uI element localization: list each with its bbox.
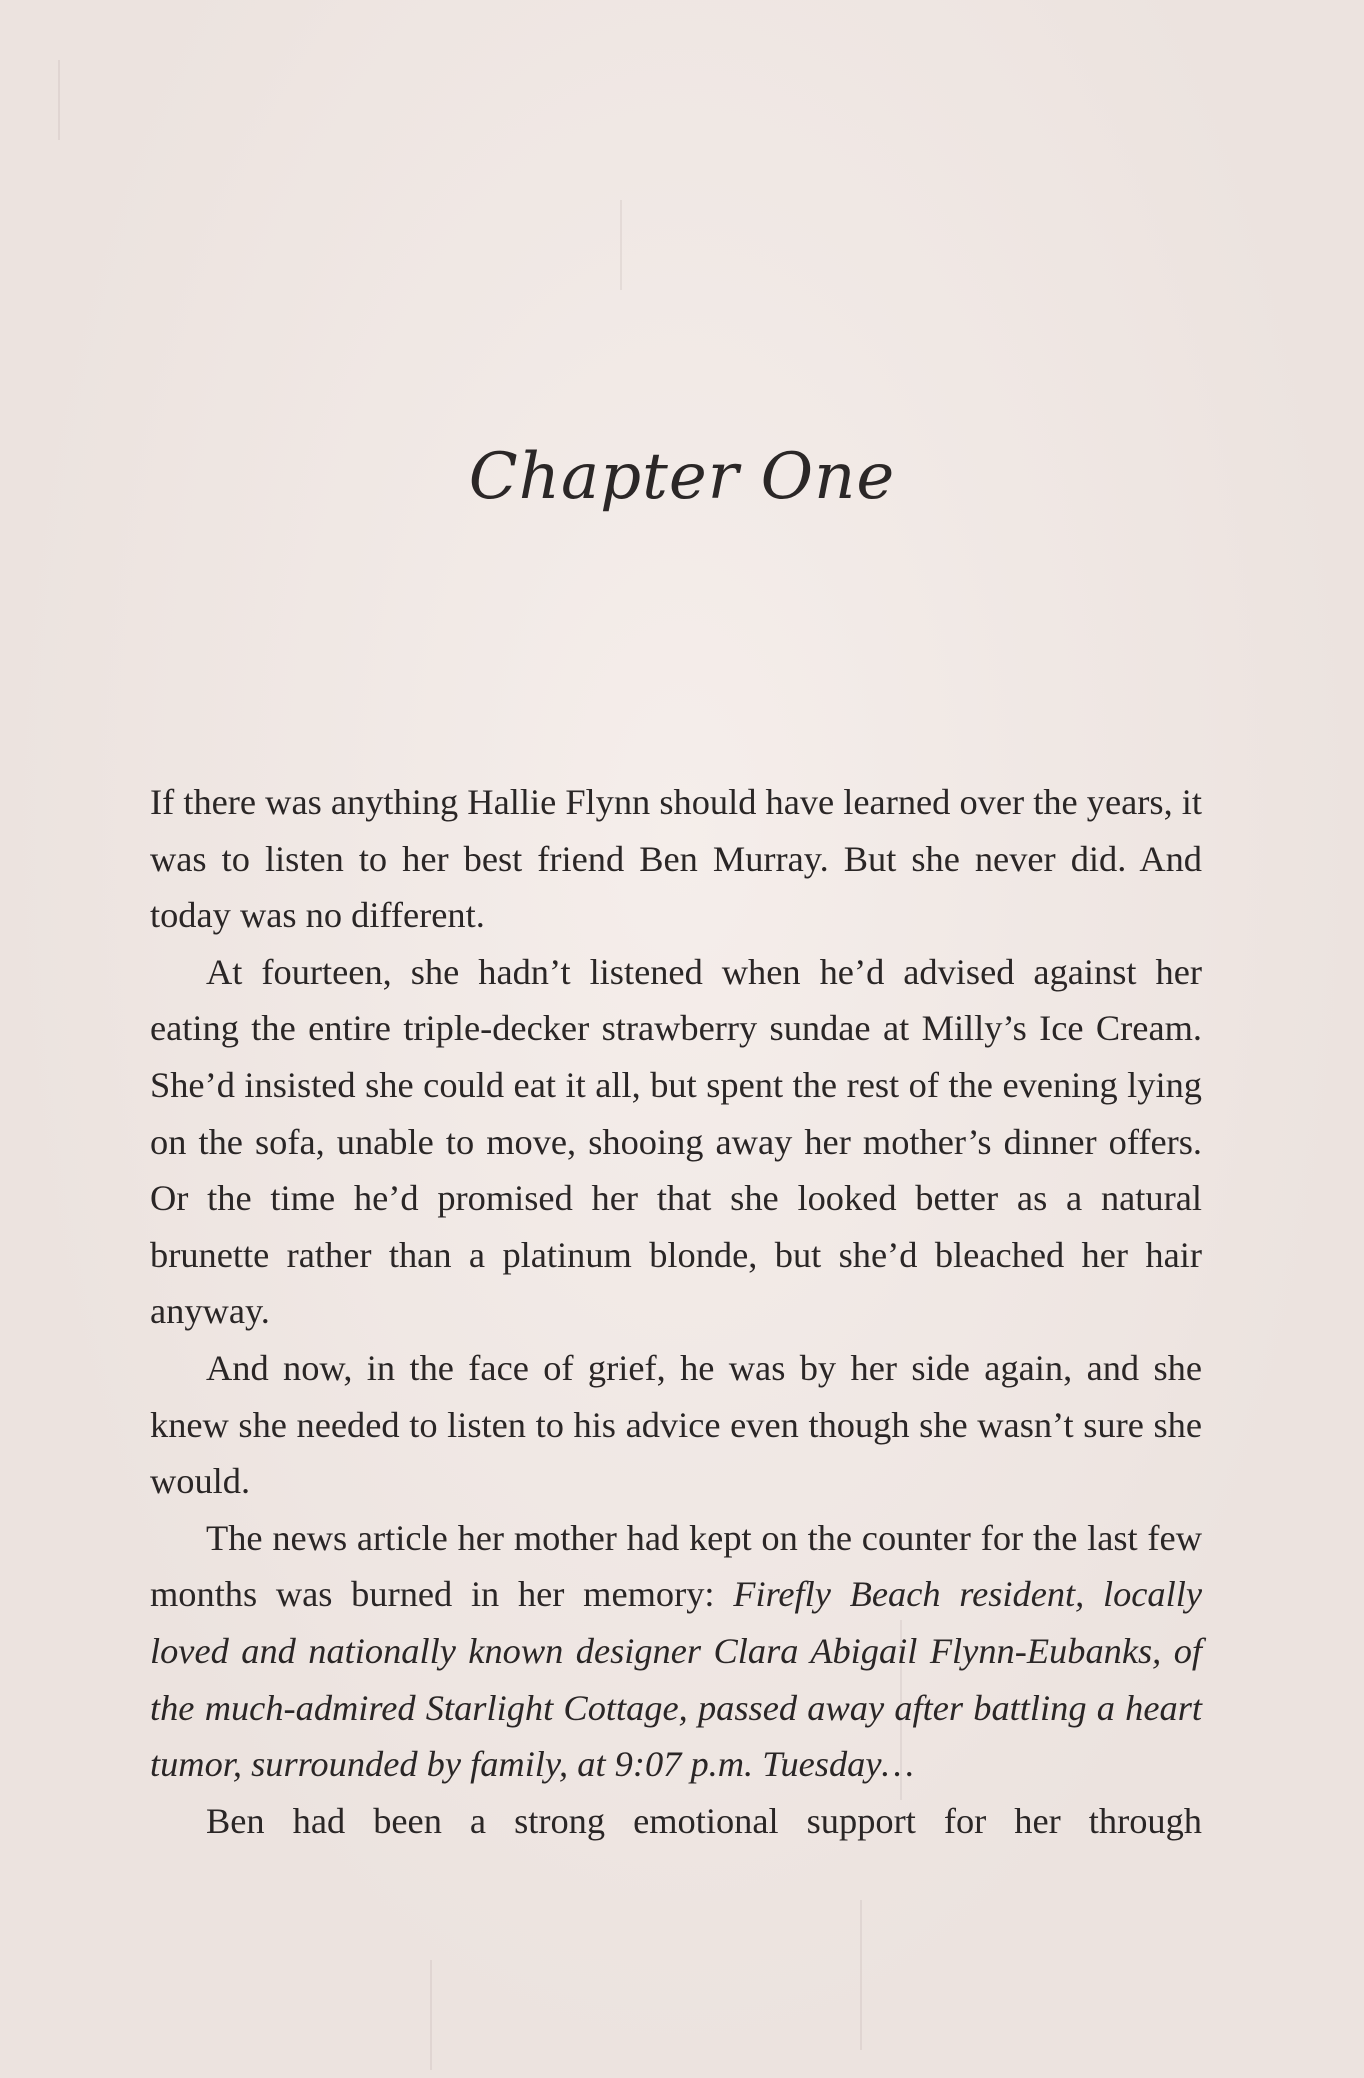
chapter-title: Chapter One: [468, 440, 896, 514]
paragraph-text: The news article her mother had kept on the counter for the last few months was burned in her memory:: [150, 1517, 1202, 1615]
paragraph: Ben had been a strong emotional support for her through: [206, 1800, 1202, 1841]
paragraph: At fourteen, she hadn’t listened when he’d advised against her eating the entire triple-decker strawberry sundae at Milly’s Ice Cream. She’d insisted she could eat it all, but spent the rest of the evening lying on the sofa, unable to move, shooing away her mother’s dinner offers. Or the time he’d promised her that she looked better as a natural brunette rather than a platinum blonde, but she’d bleached her hair anyway.: [150, 951, 1202, 1332]
paragraph: [150, 1510, 1202, 1793]
page-scuff-mark: [430, 1960, 432, 2070]
page-scuff-mark: [58, 60, 60, 140]
page-scuff-mark: [860, 1900, 862, 2050]
paragraph: And now, in the face of grief, he was by her side again, and she knew she needed to listen to his advice even though she wasn’t sure she would.: [150, 1347, 1202, 1502]
page-scuff-mark: [620, 200, 622, 290]
news-article-quote: Firefly Beach resident, locally loved and nationally known designer Clara Abigail Flynn-Eubanks, of the much-admired Starlight Cottage, passed away after battling a heart tumor, surrounded by family, at 9:07 p.m. Tuesday…: [150, 1574, 1202, 1785]
chapter-body: [150, 774, 1202, 1849]
paragraph: If there was anything Hallie Flynn should have learned over the years, it was to listen to her best friend Ben Murray. But she never did. And today was no different.: [150, 782, 1202, 936]
